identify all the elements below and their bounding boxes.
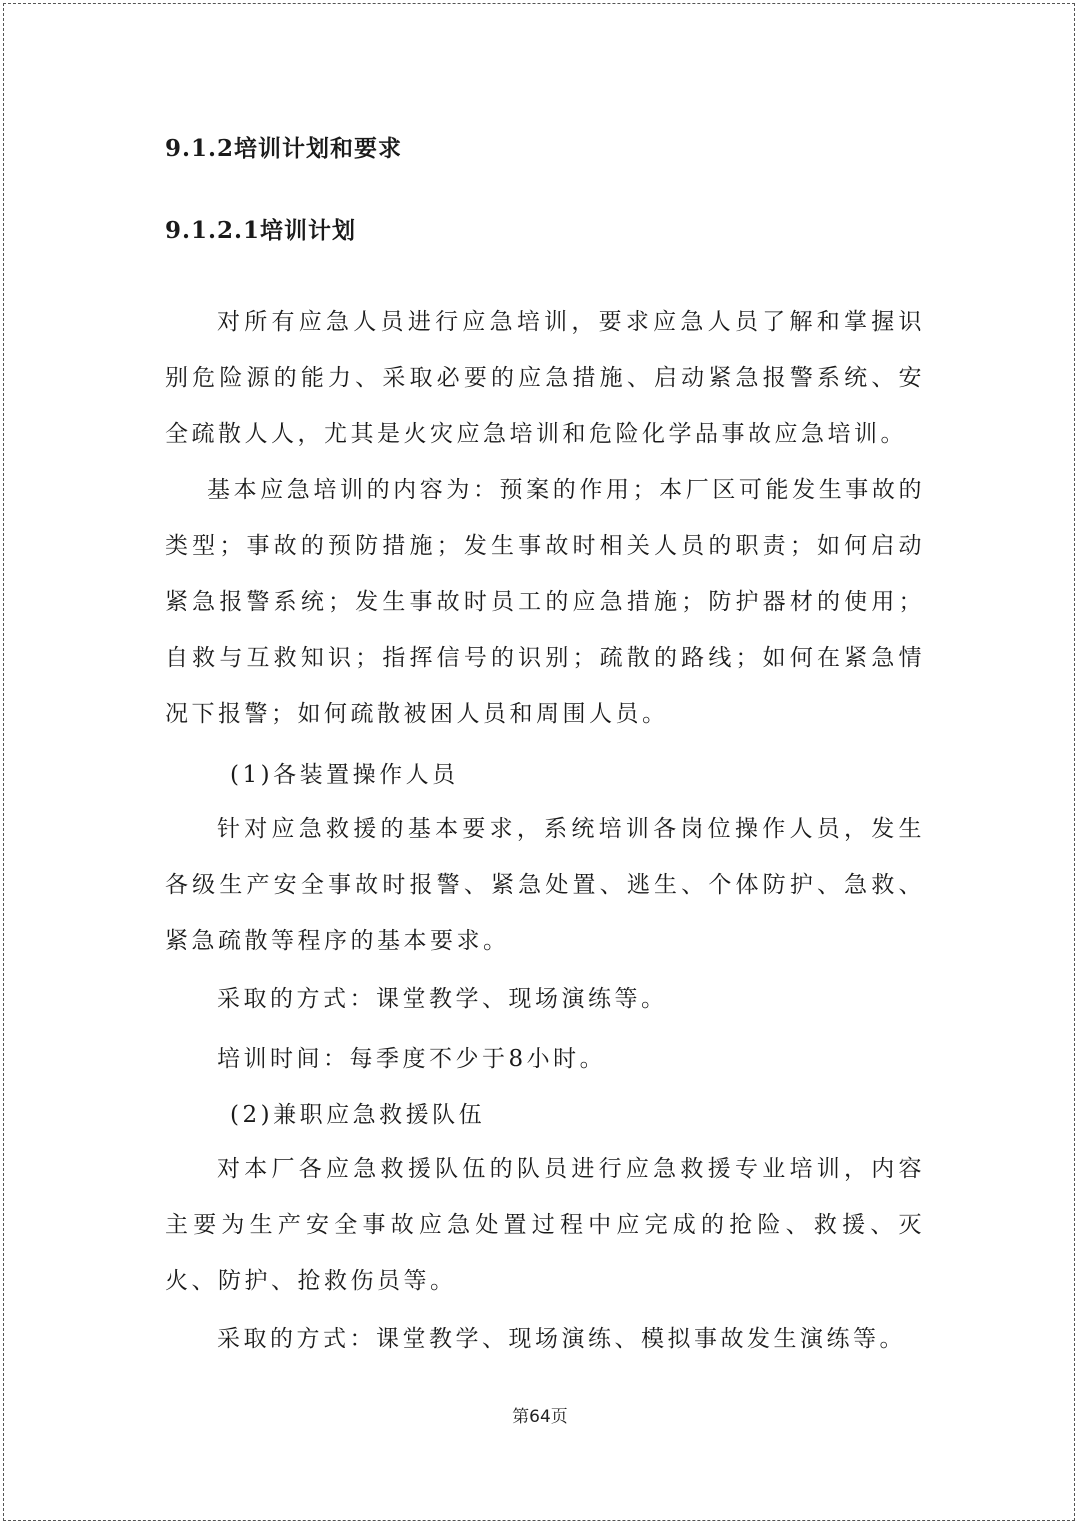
subsection-heading: 9.1.2.1培训计划	[165, 217, 357, 244]
list-item-title-rescue-team: (2)兼职应急救援队伍	[230, 1102, 486, 1128]
paragraph-basic-training-content: 基本应急培训的内容为：预案的作用；本厂区可能发生事故的类型；事故的预防措施；发生事故时相关人员的职责；如何启动紧急报警系统；发生事故时员工的应急措施；防护器材的使用；自救与互救知识；指挥信号的识别；疏散的路线；如何在紧急情况下报警；如何疏散被困人员和周围人员。	[165, 477, 925, 727]
paragraph-training-method-1: 采取的方式：课堂教学、现场演练等。	[217, 986, 668, 1012]
paragraph-training-method-2: 采取的方式：课堂教学、现场演练、模拟事故发生演练等。	[217, 1326, 906, 1352]
paragraph-training-time: 培训时间：每季度不少于8小时。	[217, 1046, 607, 1072]
paragraph-training-scope: 对所有应急人员进行应急培训，要求应急人员了解和掌握识别危险源的能力、采取必要的应急措施、启动紧急报警系统、安全疏散人人，尤其是火灾应急培训和危险化学品事故应急培训。	[165, 309, 925, 447]
paragraph-rescue-team-training: 对本厂各应急救援队伍的队员进行应急救援专业培训，内容主要为生产安全事故应急处置过程中应完成的抢险、救援、灭火、防护、抢救伤员等。	[165, 1156, 925, 1294]
list-item-title-operators: (1)各装置操作人员	[230, 762, 459, 788]
page-number: 第64页	[512, 1407, 568, 1427]
paragraph-operators-requirements: 针对应急救援的基本要求，系统培训各岗位操作人员，发生各级生产安全事故时报警、紧急处置、逃生、个体防护、急救、紧急疏散等程序的基本要求。	[165, 816, 925, 954]
section-heading: 9.1.2培训计划和要求	[165, 135, 403, 162]
